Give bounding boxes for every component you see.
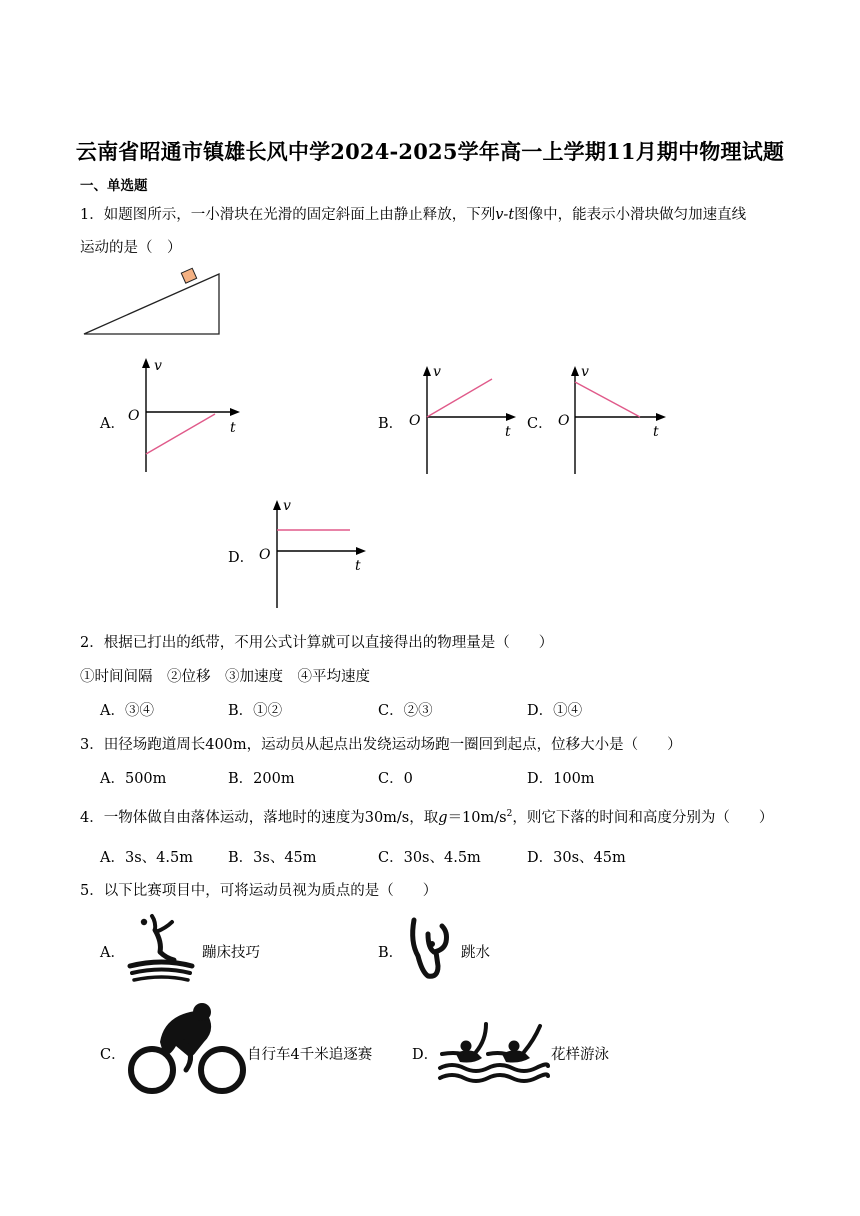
axis-label-t: t bbox=[505, 424, 511, 440]
graph-d bbox=[250, 496, 380, 612]
question-2-stem: 2．根据已打出的纸带，不用公式计算就可以直接得出的物理量是（ ） bbox=[80, 635, 554, 651]
q3-option-a: A．500m bbox=[100, 771, 167, 787]
q2-option-c: C．②③ bbox=[378, 703, 433, 719]
question-2-items: ①时间间隔 ②位移 ③加速度 ④平均速度 bbox=[80, 669, 370, 685]
axis-label-v: v bbox=[433, 364, 441, 380]
q3-option-c: C．0 bbox=[378, 771, 413, 787]
q4-option-b: B．3s、45m bbox=[228, 850, 317, 866]
slider-block bbox=[181, 268, 196, 283]
q3-option-b: B．200m bbox=[228, 771, 295, 787]
option-b-letter: B． bbox=[378, 416, 404, 432]
incline-figure bbox=[80, 268, 225, 338]
axis-label-t: t bbox=[230, 420, 236, 436]
option-d-letter: D． bbox=[228, 550, 255, 566]
axis-label-v: v bbox=[283, 498, 291, 514]
section-heading: 一、单选题 bbox=[80, 178, 148, 194]
axis-label-t: t bbox=[355, 558, 361, 574]
q5-option-c-label: 自行车4千米追逐赛 bbox=[247, 1047, 373, 1063]
origin-label: O bbox=[558, 413, 570, 429]
graph-b bbox=[400, 362, 530, 478]
question-1-line-2: 运动的是（ ） bbox=[80, 240, 182, 256]
q5-option-b-letter: B． bbox=[378, 945, 404, 961]
question-3-stem: 3．田径场跑道周长400m，运动员从起点出发绕运动场跑一圈回到起点，位移大小是（ ） bbox=[80, 737, 682, 753]
axis-label-v: v bbox=[581, 364, 589, 380]
page-title: 云南省昭通市镇雄长风中学2024-2025学年高一上学期11月期中物理试题 bbox=[75, 139, 785, 164]
q4-option-c: C．30s、4.5m bbox=[378, 850, 481, 866]
option-a-letter: A． bbox=[100, 416, 125, 432]
question-1-line-1: 1．如题图所示，一小滑块在光滑的固定斜面上由静止释放，下列v-t图像中，能表示小滑块做匀加速直线 bbox=[80, 207, 747, 223]
graph-a bbox=[120, 356, 260, 476]
option-c-letter: C． bbox=[527, 416, 553, 432]
q4-option-d: D．30s、45m bbox=[527, 850, 626, 866]
axis-label-v: v bbox=[154, 358, 162, 374]
q3-option-d: D．100m bbox=[527, 771, 595, 787]
q5-option-c-letter: C． bbox=[100, 1047, 126, 1063]
graph-c bbox=[550, 362, 680, 478]
question-5-stem: 5．以下比赛项目中，可将运动员视为质点的是（ ） bbox=[80, 883, 438, 899]
synchronized-swimming-icon bbox=[436, 1014, 550, 1086]
q4-option-a: A．3s、4.5m bbox=[100, 850, 193, 866]
origin-label: O bbox=[409, 413, 421, 429]
q5-option-d-label: 花样游泳 bbox=[551, 1047, 609, 1063]
q2-option-a: A．③④ bbox=[100, 703, 154, 719]
q5-option-d-letter: D． bbox=[412, 1047, 439, 1063]
origin-label: O bbox=[259, 547, 271, 563]
q2-option-b: B．①② bbox=[228, 703, 283, 719]
q5-option-a-label: 蹦床技巧 bbox=[202, 945, 260, 961]
q2-option-d: D．①④ bbox=[527, 703, 583, 719]
q5-option-a-letter: A． bbox=[100, 945, 125, 961]
cycling-icon bbox=[124, 1002, 250, 1096]
origin-label: O bbox=[128, 408, 140, 424]
q5-option-b-label: 跳水 bbox=[461, 945, 490, 961]
trampoline-icon bbox=[126, 910, 198, 986]
diving-icon bbox=[404, 912, 454, 984]
question-4-stem: 4．一物体做自由落体运动，落地时的速度为30m/s，取$g=10m/s^2$，则它下落的时间和高度分别为（ ） bbox=[80, 809, 774, 826]
axis-label-t: t bbox=[653, 424, 659, 440]
